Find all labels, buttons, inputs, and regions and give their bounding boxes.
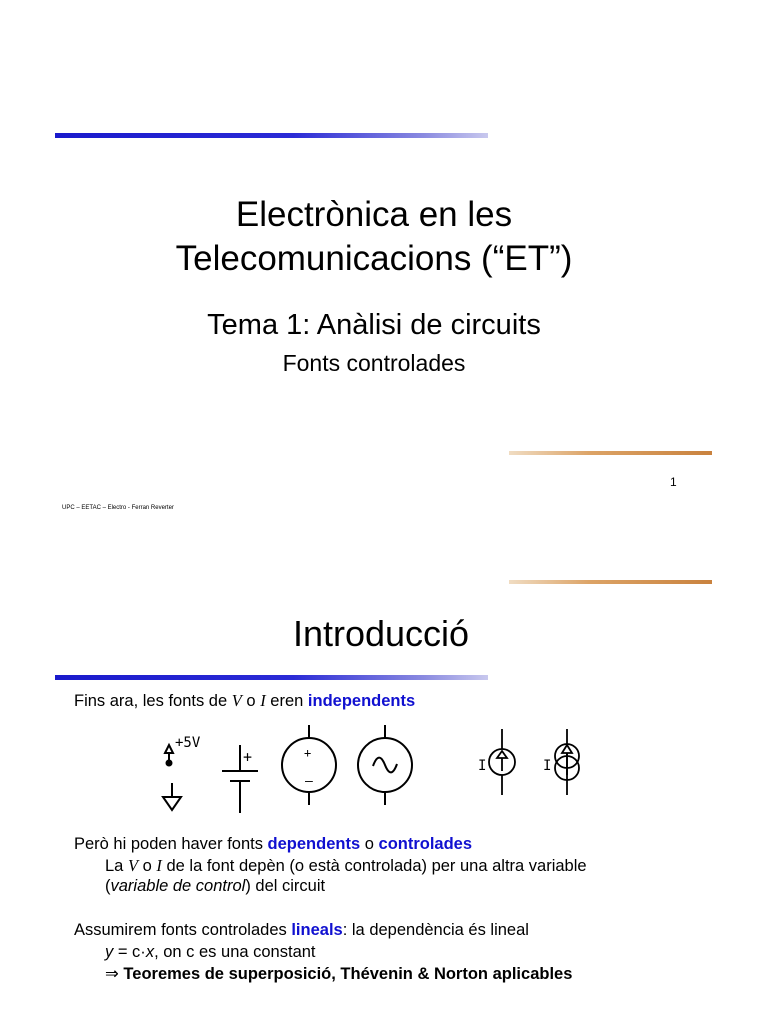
var-y: y [105,943,114,961]
slide-subtitle: Tema 1: Anàlisi de circuits [207,309,541,341]
supply-symbol [165,745,173,766]
control-variable-line [105,877,325,896]
text: Assumirem fonts controlades [74,921,292,939]
control-description-line [105,856,587,876]
text: o [138,857,157,875]
keyword-controlades: controlades [378,835,473,853]
theorems-line [105,964,572,984]
text: eren [265,692,308,710]
ac-voltage-source-symbol [358,725,412,805]
text-bold: Teoremes de superposició, Thévenin & Norton aplicables [118,965,573,983]
text: = c· [113,943,146,961]
implies-icon: ⇒ [105,965,119,983]
slide-subsubtitle: Fonts controlades [282,350,466,376]
double-source-label: I [543,758,552,774]
blue-title-rule [55,675,488,680]
text: o [241,692,261,710]
text: o [360,835,379,853]
dc-voltage-source-symbol [282,725,336,805]
double-current-source-symbol [555,729,579,795]
text: : la dependència és lineal [342,921,529,939]
keyword-independents: independents [307,692,416,710]
slide-title: Introducció [292,613,470,654]
slide-footer: UPC – EETAC – Electro - Ferran Reverter [62,505,174,511]
battery-plus-label: + [243,748,253,766]
dc-source-plus-label: + [304,746,312,760]
title-line-2: Telecomunicacions (“ET”) [175,239,573,278]
current-source-label: I [478,758,487,774]
dc-source-minus-label: – [305,774,313,789]
page-number: 1 [670,475,677,489]
text: ) del circuit [245,877,326,895]
var-v: V [127,856,139,875]
text: Però hi poden haver fonts [74,835,268,853]
text: de la font depèn (o està controlada) per una altra variable [161,857,587,875]
linear-sources-line [74,921,529,940]
current-source-symbol [489,729,515,795]
var-v: V [231,691,242,710]
text: Fins ara, les fonts de [74,692,232,710]
var-x: x [145,943,155,961]
title-line-1: Electrònica en les [235,195,513,234]
ground-symbol [163,783,181,810]
var-i: I [260,691,266,710]
gold-rule [509,451,712,455]
supply-label: +5V [175,735,201,751]
keyword-dependents: dependents [267,835,361,853]
text-italic: variable de control [110,877,246,895]
slide-title [0,193,748,281]
independent-sources-diagram [0,725,768,845]
intro-line [74,691,415,711]
text: La [105,857,128,875]
gold-rule [509,580,712,584]
var-i: I [156,856,162,875]
battery-symbol [222,745,258,813]
dependent-sources-line [74,835,472,854]
linear-equation-line [105,943,316,962]
text: ( [105,877,111,895]
keyword-lineals: lineals [291,921,343,939]
slide-2 [0,540,768,1024]
text: , on c es una constant [154,943,316,961]
blue-title-rule [55,133,488,138]
